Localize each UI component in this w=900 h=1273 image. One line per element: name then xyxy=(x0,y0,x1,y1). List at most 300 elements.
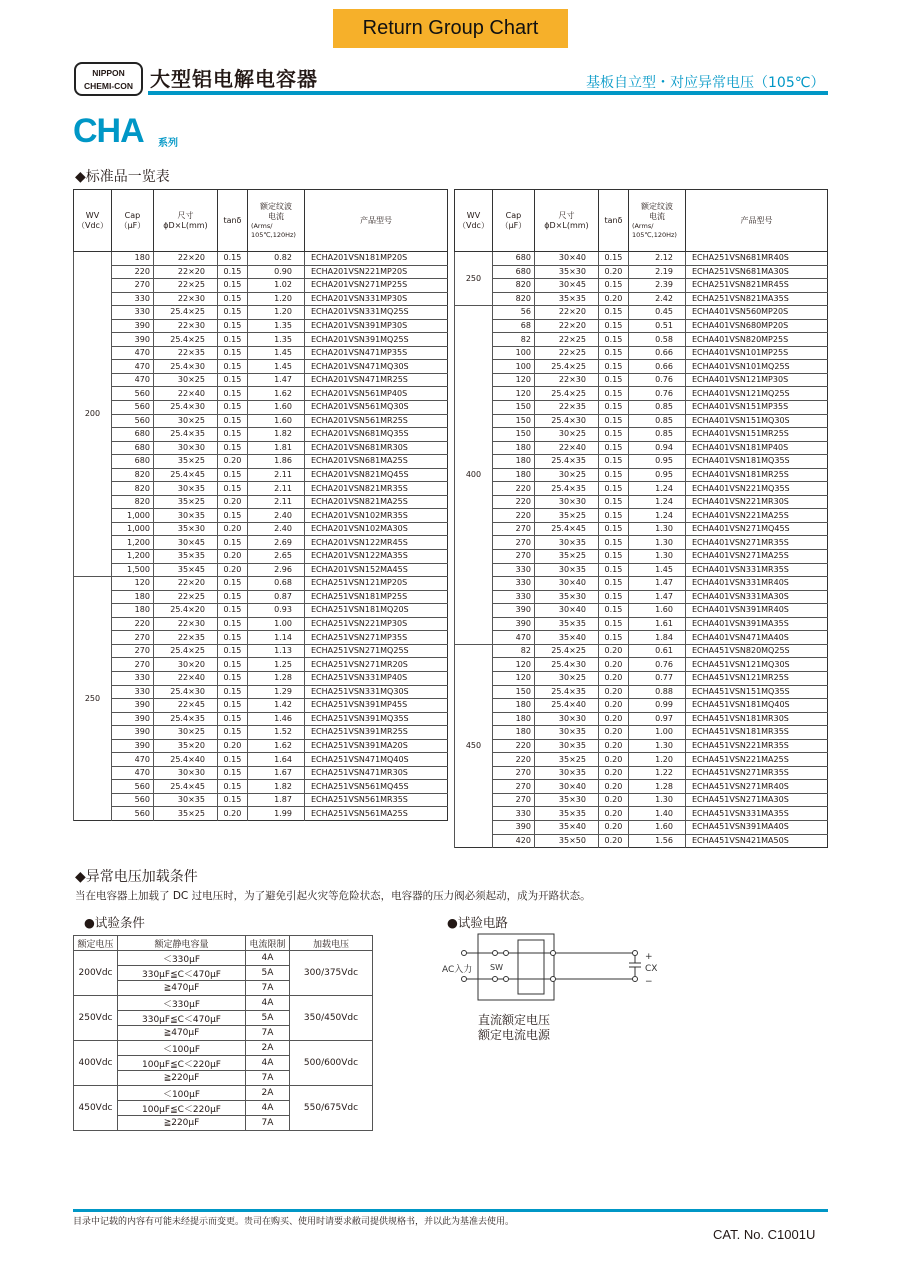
cap-cell: 390 xyxy=(111,319,153,333)
table-row xyxy=(74,712,448,726)
table-row xyxy=(455,333,828,347)
size-cell: 22×20 xyxy=(534,306,598,320)
part-number-cell: ECHA451VSN421MA50S xyxy=(685,834,827,848)
page-subtitle: 基板自立型・对应异常电压（105℃） xyxy=(586,75,825,91)
cap-cell: 220 xyxy=(492,739,534,753)
header-rule xyxy=(148,91,828,95)
tan-cell: 0.20 xyxy=(217,522,247,536)
ripple-cell: 1.30 xyxy=(628,550,685,564)
cond-row xyxy=(74,1041,373,1056)
tan-cell: 0.20 xyxy=(217,563,247,577)
size-cell: 35×30 xyxy=(534,265,598,279)
ripple-cell: 1.60 xyxy=(247,414,304,428)
tan-cell: 0.15 xyxy=(217,360,247,374)
ripple-cell: 1.62 xyxy=(247,739,304,753)
load-voltage-cell: 350/450Vdc xyxy=(290,996,373,1041)
table-row xyxy=(455,766,828,780)
table-row xyxy=(74,807,448,821)
tan-cell: 0.15 xyxy=(217,644,247,658)
wv-cell: 250 xyxy=(74,577,112,821)
tan-cell: 0.15 xyxy=(217,604,247,618)
table-row xyxy=(455,401,828,415)
cap-cell: 270 xyxy=(111,279,153,293)
test-conditions-heading: ●试验条件 xyxy=(84,915,145,930)
table-row xyxy=(74,617,448,631)
tan-cell: 0.15 xyxy=(598,509,628,523)
table-row xyxy=(455,482,828,496)
wv-header: WV （Vdc） xyxy=(455,190,493,252)
ripple-cell: 2.42 xyxy=(628,292,685,306)
cond-row xyxy=(74,1086,373,1101)
table-row xyxy=(74,766,448,780)
part-number-cell: ECHA201VSN471MR25S xyxy=(304,373,447,387)
tan-cell: 0.20 xyxy=(598,712,628,726)
ripple-cell: 0.45 xyxy=(628,306,685,320)
size-cell: 22×25 xyxy=(534,333,598,347)
part-number-cell: ECHA451VSN181MQ40S xyxy=(685,699,827,713)
tan-cell: 0.15 xyxy=(598,360,628,374)
tan-cell: 0.15 xyxy=(598,631,628,645)
part-number-cell: ECHA251VSN471MQ40S xyxy=(304,753,447,767)
ac-input-label: AC入力 xyxy=(442,965,473,975)
table-row xyxy=(455,793,828,807)
table-row xyxy=(455,644,828,658)
size-cell: 25.4×40 xyxy=(534,699,598,713)
cap-cell: 120 xyxy=(111,577,153,591)
series-suffix: 系列 xyxy=(158,138,178,149)
cap-cell: 390 xyxy=(492,617,534,631)
part-number-cell: ECHA201VSN181MP20S xyxy=(304,252,447,266)
tan-cell: 0.15 xyxy=(217,766,247,780)
ripple-cell: 2.40 xyxy=(247,509,304,523)
size-cell: 30×30 xyxy=(534,712,598,726)
tan-cell: 0.15 xyxy=(598,590,628,604)
cap-cell: 560 xyxy=(111,780,153,794)
cap-cell: 180 xyxy=(492,699,534,713)
standard-list-heading: ◆标准品一览表 xyxy=(75,169,170,185)
cap-cell: 560 xyxy=(111,807,153,821)
size-cell: 30×25 xyxy=(153,414,217,428)
ripple-cell: 2.65 xyxy=(247,550,304,564)
ripple-cell: 0.58 xyxy=(628,333,685,347)
table-row xyxy=(455,495,828,509)
size-cell: 30×40 xyxy=(534,252,598,266)
cap-cell: 180 xyxy=(492,441,534,455)
tan-cell: 0.15 xyxy=(217,712,247,726)
ripple-cell: 1.30 xyxy=(628,739,685,753)
capacitance-cell: 330μF≦C＜470μF xyxy=(118,1011,246,1026)
ripple-cell: 0.66 xyxy=(628,346,685,360)
ripple-cell: 0.51 xyxy=(628,319,685,333)
tan-cell: 0.15 xyxy=(598,577,628,591)
size-cell: 35×35 xyxy=(534,617,598,631)
ripple-cell: 1.14 xyxy=(247,631,304,645)
capacitance-cell: ≧220μF xyxy=(118,1071,246,1086)
cap-cell: 1,000 xyxy=(111,522,153,536)
part-number-cell: ECHA201VSN391MP30S xyxy=(304,319,447,333)
part-number-cell: ECHA201VSN331MP30S xyxy=(304,292,447,306)
cap-cell: 390 xyxy=(492,820,534,834)
ripple-cell: 0.99 xyxy=(628,699,685,713)
part-number-cell: ECHA401VSN121MQ25S xyxy=(685,387,827,401)
part-number-cell: ECHA201VSN471MQ30S xyxy=(304,360,447,374)
table-row xyxy=(74,753,448,767)
part-number-cell: ECHA251VSN331MQ30S xyxy=(304,685,447,699)
size-cell: 25.4×45 xyxy=(534,522,598,536)
ripple-cell: 1.24 xyxy=(628,482,685,496)
size-cell: 30×25 xyxy=(534,428,598,442)
circuit-caption-1: 直流额定电压 xyxy=(478,1013,551,1027)
cap-cell: 270 xyxy=(492,550,534,564)
tan-header: tanδ xyxy=(598,190,628,252)
tan-cell: 0.15 xyxy=(217,658,247,672)
cap-cell: 220 xyxy=(111,265,153,279)
part-number-cell: ECHA251VSN681MR40S xyxy=(685,252,827,266)
rated-voltage-cell: 200Vdc xyxy=(74,951,118,996)
tan-cell: 0.15 xyxy=(598,617,628,631)
part-number-cell: ECHA401VSN181MQ35S xyxy=(685,455,827,469)
size-cell: 25.4×30 xyxy=(153,360,217,374)
ripple-cell: 0.77 xyxy=(628,671,685,685)
table-row xyxy=(455,726,828,740)
table-row xyxy=(455,685,828,699)
product-table-right xyxy=(454,189,828,848)
table-row xyxy=(74,671,448,685)
capacitance-cell: ≧220μF xyxy=(118,1116,246,1131)
tan-cell: 0.20 xyxy=(217,807,247,821)
size-cell: 35×40 xyxy=(534,631,598,645)
wv-cell: 450 xyxy=(455,644,493,847)
cap-cell: 120 xyxy=(492,387,534,401)
size-cell: 22×25 xyxy=(153,590,217,604)
test-conditions-table xyxy=(73,935,373,1131)
test-circuit-heading: ●试验电路 xyxy=(447,915,508,930)
cx-label: CX xyxy=(645,964,658,974)
tan-cell: 0.15 xyxy=(217,346,247,360)
part-number-cell: ECHA401VSN151MP35S xyxy=(685,401,827,415)
ripple-cell: 0.94 xyxy=(628,441,685,455)
ripple-cell: 0.76 xyxy=(628,658,685,672)
size-cell: 30×25 xyxy=(153,726,217,740)
table-row xyxy=(74,658,448,672)
table-row xyxy=(455,428,828,442)
cap-cell: 68 xyxy=(492,319,534,333)
tan-cell: 0.20 xyxy=(598,658,628,672)
size-cell: 22×35 xyxy=(534,401,598,415)
part-number-cell: ECHA251VSN561MR35S xyxy=(304,793,447,807)
tan-cell: 0.20 xyxy=(598,793,628,807)
tan-cell: 0.15 xyxy=(217,631,247,645)
part-number-cell: ECHA401VSN560MP20S xyxy=(685,306,827,320)
return-group-chart-button[interactable]: Return Group Chart xyxy=(333,9,568,48)
tan-cell: 0.15 xyxy=(217,333,247,347)
table-row xyxy=(74,252,448,266)
tan-cell: 0.15 xyxy=(217,577,247,591)
table-row xyxy=(74,265,448,279)
part-number-cell: ECHA401VSN121MP30S xyxy=(685,373,827,387)
cap-cell: 220 xyxy=(492,509,534,523)
part-number-cell: ECHA401VSN101MQ25S xyxy=(685,360,827,374)
table-row xyxy=(74,577,448,591)
ripple-cell: 1.46 xyxy=(247,712,304,726)
table-row xyxy=(455,319,828,333)
load-voltage-cell: 550/675Vdc xyxy=(290,1086,373,1131)
cap-cell: 330 xyxy=(111,306,153,320)
cap-cell: 820 xyxy=(492,279,534,293)
cap-cell: 470 xyxy=(492,631,534,645)
part-number-cell: ECHA401VSN271MA25S xyxy=(685,550,827,564)
ripple-cell: 0.95 xyxy=(628,455,685,469)
ripple-cell: 1.22 xyxy=(628,766,685,780)
tan-cell: 0.20 xyxy=(217,495,247,509)
cap-cell: 100 xyxy=(492,360,534,374)
size-cell: 35×30 xyxy=(153,522,217,536)
size-cell: 25.4×30 xyxy=(534,658,598,672)
ripple-cell: 0.68 xyxy=(247,577,304,591)
part-number-cell: ECHA451VSN151MQ35S xyxy=(685,685,827,699)
size-cell: 25.4×35 xyxy=(153,428,217,442)
part-number-cell: ECHA251VSN681MA30S xyxy=(685,265,827,279)
part-number-cell: ECHA401VSN151MR25S xyxy=(685,428,827,442)
size-cell: 30×35 xyxy=(534,766,598,780)
tan-cell: 0.15 xyxy=(217,468,247,482)
ripple-cell: 0.87 xyxy=(247,590,304,604)
ripple-cell: 0.93 xyxy=(247,604,304,618)
size-cell: 30×35 xyxy=(534,739,598,753)
part-number-cell: ECHA251VSN391MQ35S xyxy=(304,712,447,726)
tan-cell: 0.20 xyxy=(598,807,628,821)
size-cell: 25.4×35 xyxy=(534,455,598,469)
tan-cell: 0.15 xyxy=(217,671,247,685)
size-cell: 35×25 xyxy=(534,509,598,523)
table-row xyxy=(74,414,448,428)
ripple-cell: 1.45 xyxy=(247,346,304,360)
part-number-cell: ECHA201VSN271MP25S xyxy=(304,279,447,293)
cap-cell: 390 xyxy=(492,604,534,618)
ripple-cell: 2.19 xyxy=(628,265,685,279)
ripple-cell: 1.42 xyxy=(247,699,304,713)
ripple-cell: 0.76 xyxy=(628,373,685,387)
ripple-cell: 1.82 xyxy=(247,428,304,442)
part-number-cell: ECHA201VSN821MA25S xyxy=(304,495,447,509)
tan-cell: 0.15 xyxy=(598,468,628,482)
cap-cell: 330 xyxy=(111,685,153,699)
cap-cell: 560 xyxy=(111,401,153,415)
cap-cell: 150 xyxy=(492,428,534,442)
cap-cell: 390 xyxy=(111,712,153,726)
table-row xyxy=(74,699,448,713)
cap-cell: 680 xyxy=(111,441,153,455)
tan-cell: 0.15 xyxy=(217,753,247,767)
table-row xyxy=(74,292,448,306)
tan-cell: 0.20 xyxy=(598,739,628,753)
part-number-cell: ECHA251VSN391MP45S xyxy=(304,699,447,713)
tan-cell: 0.15 xyxy=(217,482,247,496)
table-row xyxy=(74,550,448,564)
table-row xyxy=(455,604,828,618)
cap-cell: 820 xyxy=(111,482,153,496)
part-number-cell: ECHA251VSN271MR20S xyxy=(304,658,447,672)
cap-cell: 220 xyxy=(111,617,153,631)
part-number-cell: ECHA401VSN271MR35S xyxy=(685,536,827,550)
cap-cell: 180 xyxy=(492,468,534,482)
part-number-cell: ECHA201VSN681MR30S xyxy=(304,441,447,455)
size-cell: 35×30 xyxy=(534,590,598,604)
test-circuit-diagram xyxy=(440,928,660,1018)
size-cell: 30×40 xyxy=(534,577,598,591)
part-number-cell: ECHA251VSN821MR45S xyxy=(685,279,827,293)
cap-cell: 82 xyxy=(492,333,534,347)
rated-voltage-cell: 450Vdc xyxy=(74,1086,118,1131)
cond-header-capacitance: 额定静电容量 xyxy=(118,936,246,951)
tan-cell: 0.20 xyxy=(598,834,628,848)
part-number-cell: ECHA251VSN181MP25S xyxy=(304,590,447,604)
page-title: 大型铝电解电容器 xyxy=(150,67,318,91)
ripple-cell: 2.11 xyxy=(247,495,304,509)
ripple-cell: 0.97 xyxy=(628,712,685,726)
wv-cell: 250 xyxy=(455,252,493,306)
part-number-cell: ECHA201VSN102MA30S xyxy=(304,522,447,536)
capacitance-cell: 330μF≦C＜470μF xyxy=(118,966,246,981)
ripple-cell: 1.35 xyxy=(247,333,304,347)
cap-cell: 270 xyxy=(111,644,153,658)
size-cell: 30×45 xyxy=(534,279,598,293)
table-row xyxy=(74,604,448,618)
cap-cell: 1,200 xyxy=(111,550,153,564)
logo-line2: CHEMI-CON xyxy=(83,81,134,91)
ripple-cell: 2.11 xyxy=(247,482,304,496)
tan-cell: 0.15 xyxy=(598,279,628,293)
capacitance-cell: 100μF≦C＜220μF xyxy=(118,1056,246,1071)
cap-cell: 180 xyxy=(492,712,534,726)
capacitance-cell: ＜330μF xyxy=(118,951,246,966)
size-cell: 35×45 xyxy=(153,563,217,577)
cap-cell: 270 xyxy=(492,536,534,550)
size-cell: 22×20 xyxy=(153,252,217,266)
tan-cell: 0.15 xyxy=(217,509,247,523)
table-row xyxy=(455,590,828,604)
ripple-cell: 0.85 xyxy=(628,414,685,428)
table-row xyxy=(455,834,828,848)
part-number-cell: ECHA251VSN821MA35S xyxy=(685,292,827,306)
tan-cell: 0.20 xyxy=(598,820,628,834)
cap-cell: 680 xyxy=(111,455,153,469)
cond-row xyxy=(74,996,373,1011)
cap-cell: 470 xyxy=(111,346,153,360)
table-row xyxy=(455,292,828,306)
cap-cell: 180 xyxy=(111,590,153,604)
ripple-cell: 1.30 xyxy=(628,793,685,807)
table-row xyxy=(74,441,448,455)
cap-cell: 820 xyxy=(492,292,534,306)
cap-cell: 82 xyxy=(492,644,534,658)
tan-cell: 0.15 xyxy=(598,373,628,387)
table-row xyxy=(455,279,828,293)
part-number-cell: ECHA401VSN181MR25S xyxy=(685,468,827,482)
cap-cell: 470 xyxy=(111,753,153,767)
part-number-cell: ECHA201VSN471MP35S xyxy=(304,346,447,360)
cap-cell: 560 xyxy=(111,414,153,428)
cap-cell: 820 xyxy=(111,495,153,509)
minus-label: − xyxy=(645,977,653,987)
current-limit-cell: 7A xyxy=(246,1026,290,1041)
cap-cell: 330 xyxy=(492,590,534,604)
table-row xyxy=(455,252,828,266)
table-row xyxy=(455,577,828,591)
size-cell: 25.4×25 xyxy=(153,644,217,658)
cap-cell: 270 xyxy=(492,522,534,536)
size-cell: 22×25 xyxy=(534,346,598,360)
ripple-cell: 0.90 xyxy=(247,265,304,279)
part-number-cell: ECHA401VSN820MP25S xyxy=(685,333,827,347)
current-limit-cell: 2A xyxy=(246,1041,290,1056)
ripple-header: 额定纹波 电流 (Arms/ 105℃,120Hz) xyxy=(628,190,685,252)
ripple-cell: 1.60 xyxy=(247,401,304,415)
tan-cell: 0.15 xyxy=(598,252,628,266)
wv-header: WV （Vdc） xyxy=(74,190,112,252)
cap-cell: 120 xyxy=(492,373,534,387)
tan-cell: 0.20 xyxy=(598,753,628,767)
part-number-cell: ECHA201VSN821MR35S xyxy=(304,482,447,496)
size-cell: 25.4×30 xyxy=(534,414,598,428)
cap-header: Cap （μF） xyxy=(111,190,153,252)
ripple-cell: 1.47 xyxy=(247,373,304,387)
current-limit-cell: 4A xyxy=(246,1056,290,1071)
table-row xyxy=(455,671,828,685)
catalog-number: CAT. No. C1001U xyxy=(713,1227,816,1242)
cap-cell: 390 xyxy=(111,739,153,753)
switch-label: SW xyxy=(490,963,503,972)
ripple-cell: 2.40 xyxy=(247,522,304,536)
size-cell: 25.4×45 xyxy=(153,780,217,794)
cap-cell: 220 xyxy=(492,495,534,509)
ripple-cell: 1.60 xyxy=(628,820,685,834)
part-number-cell: ECHA201VSN561MR25S xyxy=(304,414,447,428)
size-cell: 25.4×25 xyxy=(153,333,217,347)
cap-cell: 220 xyxy=(492,753,534,767)
part-number-cell: ECHA401VSN101MP25S xyxy=(685,346,827,360)
wv-cell: 400 xyxy=(455,306,493,645)
tan-cell: 0.15 xyxy=(217,387,247,401)
cap-cell: 180 xyxy=(111,604,153,618)
size-cell: 22×20 xyxy=(153,577,217,591)
part-number-cell: ECHA201VSN122MR45S xyxy=(304,536,447,550)
table-row xyxy=(74,401,448,415)
part-number-cell: ECHA251VSN391MR25S xyxy=(304,726,447,740)
tan-cell: 0.20 xyxy=(598,685,628,699)
ripple-cell: 1.24 xyxy=(628,509,685,523)
part-number-cell: ECHA451VSN121MR25S xyxy=(685,671,827,685)
tan-cell: 0.15 xyxy=(598,387,628,401)
ripple-cell: 1.84 xyxy=(628,631,685,645)
capacitance-cell: ＜100μF xyxy=(118,1041,246,1056)
table-row xyxy=(74,482,448,496)
tan-cell: 0.15 xyxy=(598,563,628,577)
table-row xyxy=(74,536,448,550)
ripple-cell: 1.28 xyxy=(247,671,304,685)
ripple-cell: 0.61 xyxy=(628,644,685,658)
table-row xyxy=(455,306,828,320)
tan-cell: 0.20 xyxy=(598,671,628,685)
tan-cell: 0.20 xyxy=(217,739,247,753)
table-row xyxy=(455,820,828,834)
tan-cell: 0.15 xyxy=(217,726,247,740)
size-cell: 25.4×40 xyxy=(153,753,217,767)
ripple-cell: 1.45 xyxy=(247,360,304,374)
load-voltage-cell: 500/600Vdc xyxy=(290,1041,373,1086)
tan-header: tanδ xyxy=(217,190,247,252)
ripple-cell: 1.20 xyxy=(628,753,685,767)
